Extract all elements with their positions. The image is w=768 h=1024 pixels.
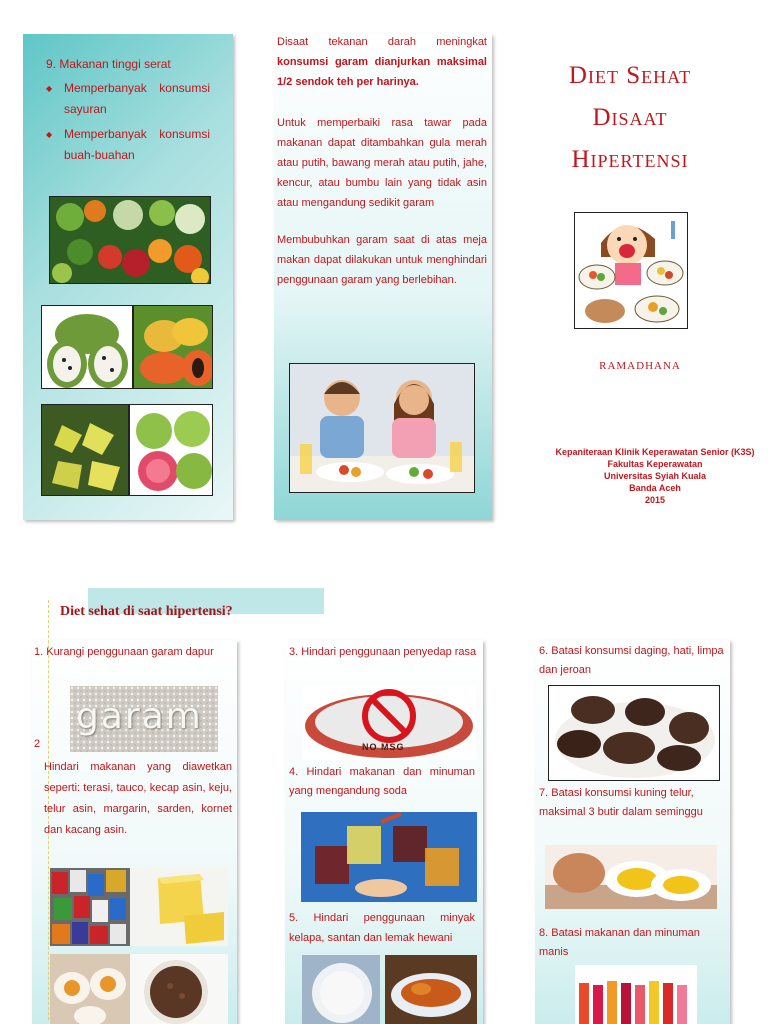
tip-8: 8. Batasi makanan dan minuman manis (539, 927, 700, 958)
egg-image (545, 845, 717, 909)
author-name: RAMADHANA (599, 360, 681, 372)
bullet-fruits: ◆ Memperbanyak konsumsi buah-buahan (46, 124, 210, 166)
fried-food-image (385, 955, 477, 1024)
salt-tip-paragraph-1: Disaat tekanan darah meningkat konsumsi garam dianjurkan maksimal 1/2 sendok teh per harinya. (277, 36, 487, 88)
no-msg-image (302, 686, 476, 760)
cheese-image (130, 868, 228, 946)
salt-limit-text: konsumsi garam dianjurkan maksimal 1/2 sendok teh per harinya. (277, 56, 487, 88)
tip-3: 3. Hindari penggunaan penyedap rasa (289, 646, 477, 658)
tip-1: 1. Kurangi penggunaan garam dapur (34, 646, 214, 658)
inst-line-1: Kepaniteraan Klinik Keperawatan Senior (K3S) (555, 447, 755, 457)
tip-5: 5. Hindari penggunaan minyak kelapa, santan dan lemak hewani (289, 912, 475, 944)
meat-image (548, 685, 720, 781)
inst-line-4: Banda Aceh (629, 483, 681, 493)
guava-image (129, 404, 213, 496)
papaya-image (133, 305, 213, 389)
canned-food-image (50, 868, 130, 946)
inst-line-5: 2015 (644, 495, 666, 505)
tip-2-number: 2 (34, 738, 41, 750)
tip-6: 6. Batasi konsumsi daging, hati, limpa dan jeroan (539, 645, 724, 676)
inst-line-2: Fakultas Keperawatan (607, 459, 703, 469)
coconut-milk-image (302, 955, 380, 1024)
tip-7: 7. Batasi konsumsi kuning telur, maksimal 3 butir dalam seminggu (539, 787, 703, 818)
garam-image (70, 686, 218, 752)
brochure-title (530, 55, 730, 181)
girl-food-illustration (574, 212, 688, 329)
soda-drinks-image (301, 812, 477, 902)
inst-line-3: Universitas Syiah Kuala (603, 471, 707, 481)
fiber-bullets (46, 78, 210, 166)
garam-label: garam (76, 696, 203, 737)
section-title: Diet sehat di saat hipertensi? (60, 604, 233, 619)
fiber-heading: 9. Makanan tinggi serat (46, 57, 171, 71)
salt-tip-paragraph-2: Untuk memperbaiki rasa tawar pada makanan dapat ditambahkan gula merah atau putih, bawang merah atau putih, jahe, kencur, atau bumbu lain yang tidak asin atau mengandung sedikit garam (277, 117, 487, 209)
title-line-3: Hipertensi (571, 146, 689, 173)
salted-egg-image (50, 954, 130, 1024)
beans-image (130, 954, 228, 1024)
title-line-1: Diet Sehat (568, 62, 692, 89)
salt-tip-paragraph-3: Membubuhkan garam saat di atas meja makan dapat dilakukan untuk menghindari penggunaan garam yang berlebihan. (277, 234, 487, 286)
title-line-2: Disaat (592, 104, 668, 131)
tip-2: Hindari makanan yang diawetkan seperti: terasi, tauco, kecap asin, keju, telur asin, margarin, sarden, kornet dan kacang asin. (44, 761, 232, 836)
children-eating-image (289, 363, 475, 493)
tip-4: 4. Hindari makanan dan minuman yang mengandung soda (289, 766, 475, 797)
vegetables-image (49, 196, 211, 284)
soursop-image (41, 305, 133, 389)
bullet-vegetables: ◆ Memperbanyak konsumsi sayuran (46, 78, 210, 120)
institution-block (540, 446, 768, 506)
starfruit-image (41, 404, 129, 496)
no-msg-label: NO MSG (362, 742, 405, 752)
sweet-drinks-image (575, 965, 697, 1024)
